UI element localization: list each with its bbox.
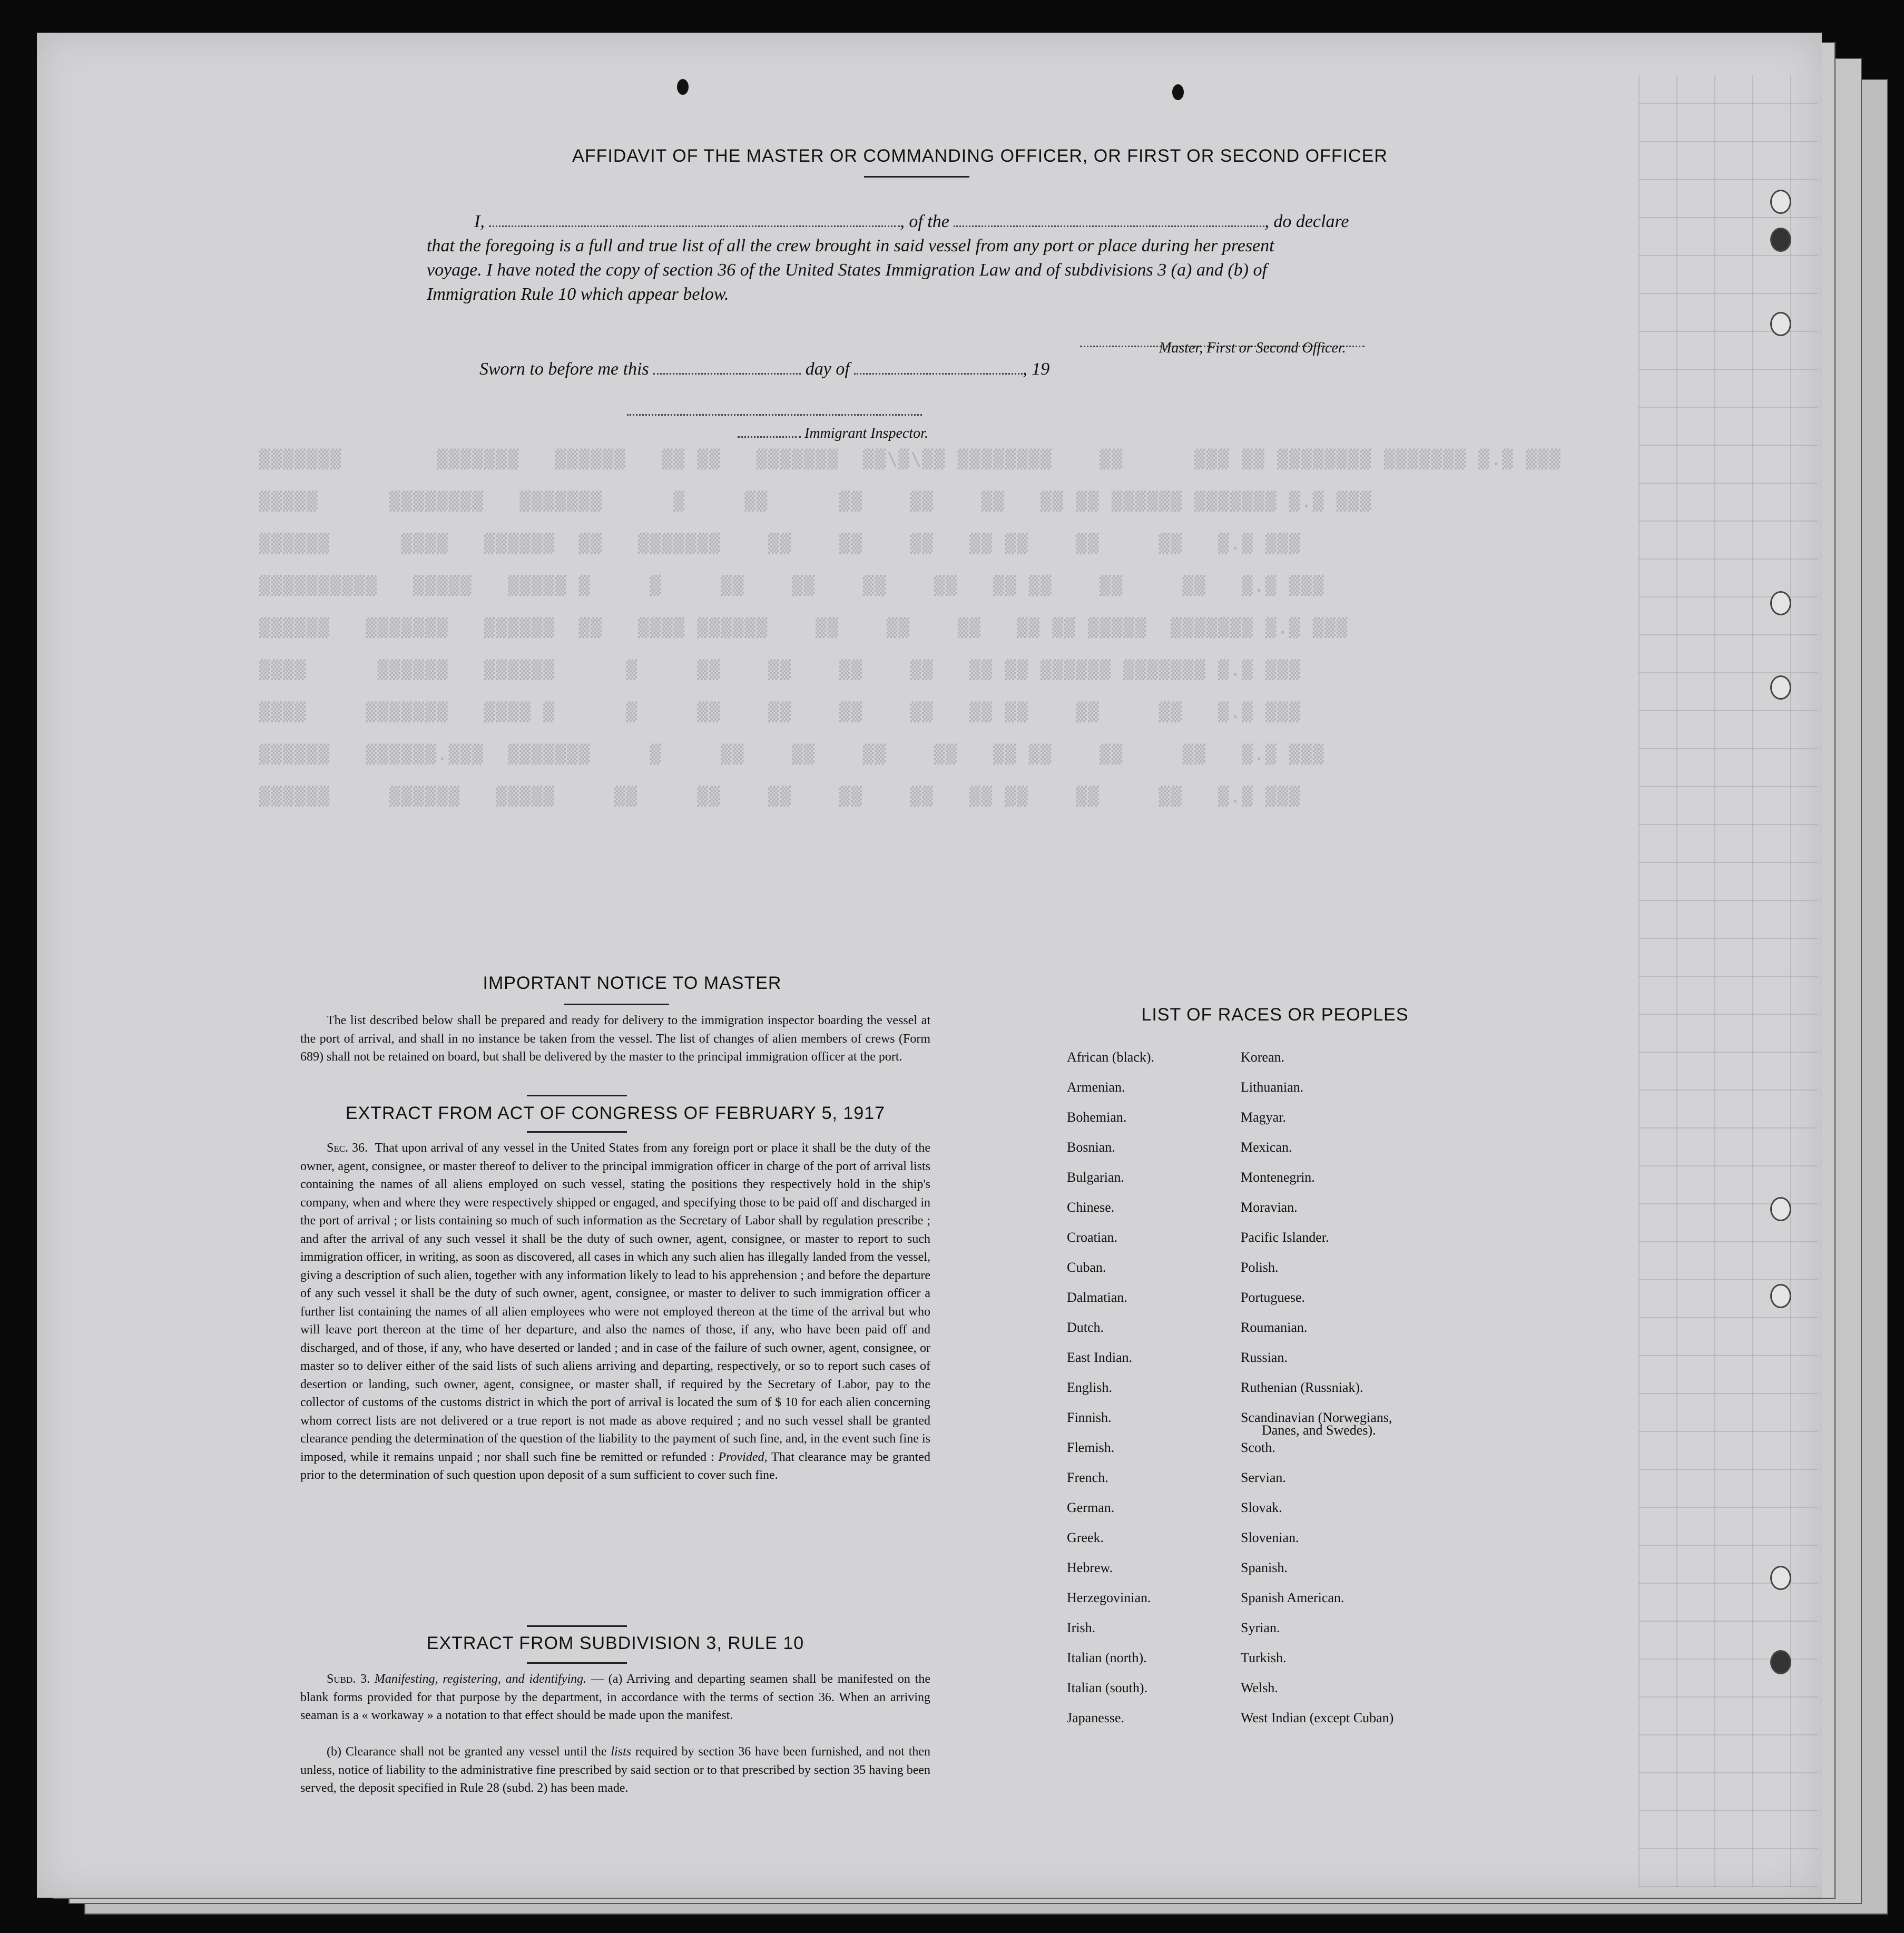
race-item: Spanish American.: [1241, 1590, 1344, 1605]
race-item: Chinese.: [1067, 1200, 1115, 1215]
affidavit-title: AFFIDAVIT OF THE MASTER OR COMMANDING OFFICER, OR FIRST OR SECOND OFFICER: [572, 146, 1388, 166]
punch-hole-top-right: [1172, 84, 1184, 100]
race-item: Montenegrin.: [1241, 1170, 1315, 1185]
act-body: That upon arrival of any vessel in the United States from any foreign port or place it shall be the duty of the owner, agent, consignee, or master thereof to deliver to the principal immigration officer in charge of the port of arrival lists containing the names of all aliens employed on such vessel, stating the positions they respectively hold in the ship's company, when and where they were respectively shipped or engaged, and specifying those to be paid off and discharged in the port of arrival ; or lists containing so much of such information as the Secretary of Labor shall by regulation prescribe ; and after the arrival of any such vessel it shall be the duty of such owner, agent, consignee, or master to report to such immigration officer, in writing, as soon as discovered, all cases in which any such alien has illegally landed from the vessel, giving a description of such alien, together with any information likely to lead to his apprehension ; and before the departure of any such vessel it shall be the duty of such owner, agent, consignee, or master to deliver to such immigration officer a further list containing the names of all alien employees who were not employed thereon at the time of the arrival but who will leave port thereon at the time of her departure, and also the names of those, if any, who have been paid off and discharged, and of those, if any, who have deserted or landed ; and in case of the failure of such owner, agent, consignee, or master so to deliver either of the said lists of such aliens arriving and departing, respectively, or so to report such cases of desertion or landing, such owner, agent, consignee, or master shall, if required by the Secretary of Labor, pay to the collector of customs of the customs district in which the port of arrival is located the sum of $ 10 for each alien concerning whom correct lists are not delivered or a true report is not made as above required ; and no such vessel shall be granted clearance pending the determination of the question of the liability to the payment of such fine, and, in the event such fine is imposed, while it remains unpaid ; nor shall such fine be remitted or refunded :: [300, 1141, 930, 1464]
rule-subd-label: Subd. 3.: [327, 1672, 370, 1686]
rule-a-text: [300, 1670, 930, 1725]
bleed-through-text: ▒▒▒ ▒.▒ ▒▒▒▒▒▒▒ ▒▒▒▒▒▒▒▒ ▒▒ ▒▒▒ ▒▒ ▒▒▒▒▒▒▒▒ ▒▒/▒/▒▒ ▒▒▒▒▒▒▒ ▒▒ ▒▒ ▒▒▒▒▒▒ ▒▒▒▒▒▒▒ ▒▒▒▒▒▒▒: [258, 449, 1561, 470]
affidavit-line-2: that the foregoing is a full and true list of all the crew brought in said vessel from any port or place during her present: [427, 236, 1274, 256]
day-of-text: day of: [805, 359, 850, 379]
race-item: Bohemian.: [1067, 1110, 1127, 1125]
binder-hole: [1770, 312, 1791, 336]
race-item: Syrian.: [1241, 1620, 1280, 1635]
bleed-through-text: ▒▒▒ ▒.▒ ▒▒ ▒▒ ▒▒ ▒▒ ▒▒ ▒▒ ▒▒ ▒▒ ▒ ▒▒▒▒▒▒▒ ▒▒▒.▒▒▒▒▒▒ ▒▒▒▒▒▒: [258, 744, 1324, 765]
race-item: Finnish.: [1067, 1410, 1112, 1425]
act-text: [300, 1139, 930, 1485]
race-item: Italian (north).: [1067, 1650, 1147, 1665]
race-item: Bosnian.: [1067, 1140, 1115, 1155]
races-title: LIST OF RACES OR PEOPLES: [1141, 1005, 1409, 1025]
race-item: Flemish.: [1067, 1440, 1115, 1455]
race-item: Slovak.: [1241, 1500, 1282, 1515]
act-title: EXTRACT FROM ACT OF CONGRESS OF FEBRUARY 5, 1917: [345, 1103, 886, 1123]
notice-title: IMPORTANT NOTICE TO MASTER: [483, 973, 782, 993]
race-item: Dalmatian.: [1067, 1290, 1127, 1305]
race-item: East Indian.: [1067, 1350, 1133, 1365]
bleed-through-text: ▒▒▒ ▒.▒ ▒▒ ▒▒ ▒▒ ▒▒ ▒▒ ▒▒ ▒▒ ▒▒▒▒▒▒▒ ▒▒ ▒▒▒▒▒▒ ▒▒▒▒ ▒▒▒▒▒▒: [258, 533, 1300, 554]
bleed-through-grid: [1638, 75, 1818, 1887]
bleed-through-text: ▒▒▒ ▒.▒ ▒▒ ▒▒ ▒▒ ▒▒ ▒▒ ▒▒ ▒▒ ▒▒ ▒▒ ▒▒▒▒▒ ▒▒▒▒▒▒ ▒▒▒▒▒▒: [258, 786, 1300, 807]
race-item: French.: [1067, 1470, 1108, 1485]
sworn-month-field[interactable]: [854, 360, 1023, 375]
race-item: Croatian.: [1067, 1230, 1118, 1245]
binder-hole: [1770, 1566, 1791, 1590]
race-item: Hebrew.: [1067, 1560, 1113, 1575]
race-item: Portuguese.: [1241, 1290, 1306, 1305]
race-item: Turkish.: [1241, 1650, 1287, 1665]
race-item: Armenian.: [1067, 1080, 1125, 1095]
bleed-through-text: ▒▒▒ ▒.▒ ▒▒▒▒▒▒▒ ▒▒▒▒▒ ▒▒ ▒▒ ▒▒ ▒▒ ▒▒ ▒▒▒▒▒▒ ▒▒▒▒ ▒▒ ▒▒▒▒▒▒ ▒▒▒▒▒▒▒ ▒▒▒▒▒▒: [258, 617, 1348, 639]
notice-rule: [564, 1004, 669, 1005]
rule-title: EXTRACT FROM SUBDIVISION 3, RULE 10: [426, 1633, 804, 1653]
race-item: Ruthenian (Russniak).: [1241, 1380, 1363, 1395]
rule-b-lists: lists: [611, 1745, 632, 1759]
rule-b-body-1: Clearance shall not be granted any vessel until the: [345, 1745, 607, 1759]
race-item: Scandinavian (Norwegians,: [1241, 1410, 1392, 1425]
rule-a-body: Arriving and departing seamen shall be manifested on the blank forms provided for that purpose by the department, in accordance with the terms of section 36. When an arriving seaman is a « workaway » a notation to that effect should be made upon the manifest.: [300, 1672, 931, 1722]
race-item: African (black).: [1067, 1049, 1155, 1065]
race-item: Mexican.: [1241, 1140, 1292, 1155]
vessel-name-field[interactable]: [954, 213, 1264, 227]
race-item: Servian.: [1241, 1470, 1286, 1485]
race-item: Polish.: [1241, 1260, 1279, 1275]
race-item: Spanish.: [1241, 1560, 1288, 1575]
race-item: Greek.: [1067, 1530, 1104, 1545]
race-item: Bulgarian.: [1067, 1170, 1125, 1185]
race-item: Lithuanian.: [1241, 1080, 1304, 1095]
race-item: Scoth.: [1241, 1440, 1275, 1455]
sworn-text: Sworn to before me this: [479, 359, 649, 379]
race-item: Japanesse.: [1067, 1710, 1125, 1725]
race-item: Welsh.: [1241, 1680, 1278, 1695]
race-item: Pacific Islander.: [1241, 1230, 1329, 1245]
bleed-through-text: ▒▒▒ ▒.▒ ▒▒ ▒▒ ▒▒ ▒▒ ▒▒ ▒▒ ▒▒ ▒▒ ▒ ▒ ▒▒▒▒▒ ▒▒▒▒▒ ▒▒▒▒▒▒▒▒▒▒: [258, 575, 1324, 596]
binder-hole: [1770, 190, 1791, 214]
binder-hole: [1770, 675, 1791, 700]
rule-b-label: (b): [327, 1745, 341, 1759]
race-item: Russian.: [1241, 1350, 1288, 1365]
race-item: Dutch.: [1067, 1320, 1104, 1335]
punch-hole-top-left: [677, 79, 689, 95]
master-signature-caption: Master, First or Second Officer.: [1159, 340, 1346, 356]
affidavit-line-3: voyage. I have noted the copy of section 36 of the United States Immigration Law and of subdivisions 3 (a) and (b) of: [427, 260, 1267, 280]
act-rule: [527, 1131, 627, 1133]
inspector-signature-caption: [738, 425, 928, 442]
title-rule: [864, 176, 969, 178]
race-item: Slovenian.: [1241, 1530, 1299, 1545]
rule-subd-italic: Manifesting, registering, and identifying.: [374, 1672, 587, 1686]
race-item: Moravian.: [1241, 1200, 1298, 1215]
race-item: Irish.: [1067, 1620, 1096, 1635]
affidavit-i: I,: [474, 212, 485, 231]
binder-hole: [1770, 591, 1791, 615]
race-item: English.: [1067, 1380, 1112, 1395]
inspector-dots: [738, 427, 801, 438]
race-item: German.: [1067, 1500, 1115, 1515]
year-text: , 19: [1023, 359, 1050, 379]
binder-hole: [1770, 1197, 1791, 1221]
inspector-caption-text: Immigrant Inspector.: [804, 425, 928, 441]
race-item: Korean.: [1241, 1049, 1285, 1065]
race-item: Magyar.: [1241, 1110, 1286, 1125]
binder-hole: [1770, 1284, 1791, 1308]
notice-text: The list described below shall be prepared and ready for delivery to the immigration inspector boarding the vessel at the port of arrival, and shall in no instance be taken from the vessel. The list of changes of alien members of crews (Form 689) shall not be retained on board, but shall be delivered by the master to the principal immigration officer at the port.: [300, 1014, 930, 1064]
inspector-signature-field[interactable]: [627, 401, 922, 416]
act-section-label: Sec. 36.: [327, 1141, 368, 1155]
sworn-line: [479, 359, 1049, 379]
rule-rule: [527, 1662, 627, 1664]
rule-b-body-2: required by section 36 have been furnished, and not then unless, notice of liability to the administrative fine prescribed by said section or to that prescribed by section 35 having been served, the deposit specified in Rule 28 (subd. 2) has been made.: [300, 1745, 931, 1795]
race-item-continuation: Danes, and Swedes).: [1262, 1422, 1376, 1438]
affidavit-line-1: [474, 212, 1349, 232]
race-item: Italian (south).: [1067, 1680, 1148, 1695]
race-item: Herzegovinian.: [1067, 1590, 1151, 1605]
rule-b-text: [300, 1743, 930, 1798]
binder-hole: [1770, 1650, 1791, 1674]
affidavit-line-4: Immigration Rule 10 which appear below.: [427, 284, 729, 304]
act-body-end: That clearance may be granted prior to the determination of such question upon deposit of a sum sufficient to cover such fine.: [300, 1450, 930, 1482]
sworn-day-field[interactable]: [653, 360, 801, 375]
act-end-rule: [527, 1625, 627, 1627]
affidavit-of-the: , of the: [900, 212, 949, 231]
bleed-through-text: ▒▒▒ ▒.▒ ▒▒▒▒▒▒▒ ▒▒▒▒▒▒ ▒▒ ▒▒ ▒▒ ▒▒ ▒▒ ▒▒ ▒ ▒▒▒▒▒▒ ▒▒▒▒▒▒ ▒▒▒▒: [258, 660, 1300, 681]
affidavit-do-declare: , do declare: [1264, 212, 1349, 231]
bleed-through-text: ▒▒▒ ▒.▒ ▒▒▒▒▒▒▒ ▒▒▒▒▒▒ ▒▒ ▒▒ ▒▒ ▒▒ ▒▒ ▒▒ ▒ ▒▒▒▒▒▒▒ ▒▒▒▒▒▒▒▒ ▒▒▒▒▒: [258, 491, 1371, 512]
notice-end-rule: [527, 1095, 627, 1096]
act-provided: Provided,: [718, 1450, 768, 1464]
race-item: Roumanian.: [1241, 1320, 1308, 1335]
bleed-through-text: ▒▒▒ ▒.▒ ▒▒ ▒▒ ▒▒ ▒▒ ▒▒ ▒▒ ▒▒ ▒▒ ▒ ▒ ▒▒▒▒ ▒▒▒▒▒▒▒ ▒▒▒▒: [258, 702, 1300, 723]
race-item: Cuban.: [1067, 1260, 1106, 1275]
master-name-field[interactable]: [489, 213, 900, 227]
race-item: West Indian (except Cuban): [1241, 1710, 1394, 1725]
rule-a-label: — (a): [591, 1672, 623, 1686]
document-page: [37, 33, 1822, 1898]
binder-hole: [1770, 228, 1791, 252]
